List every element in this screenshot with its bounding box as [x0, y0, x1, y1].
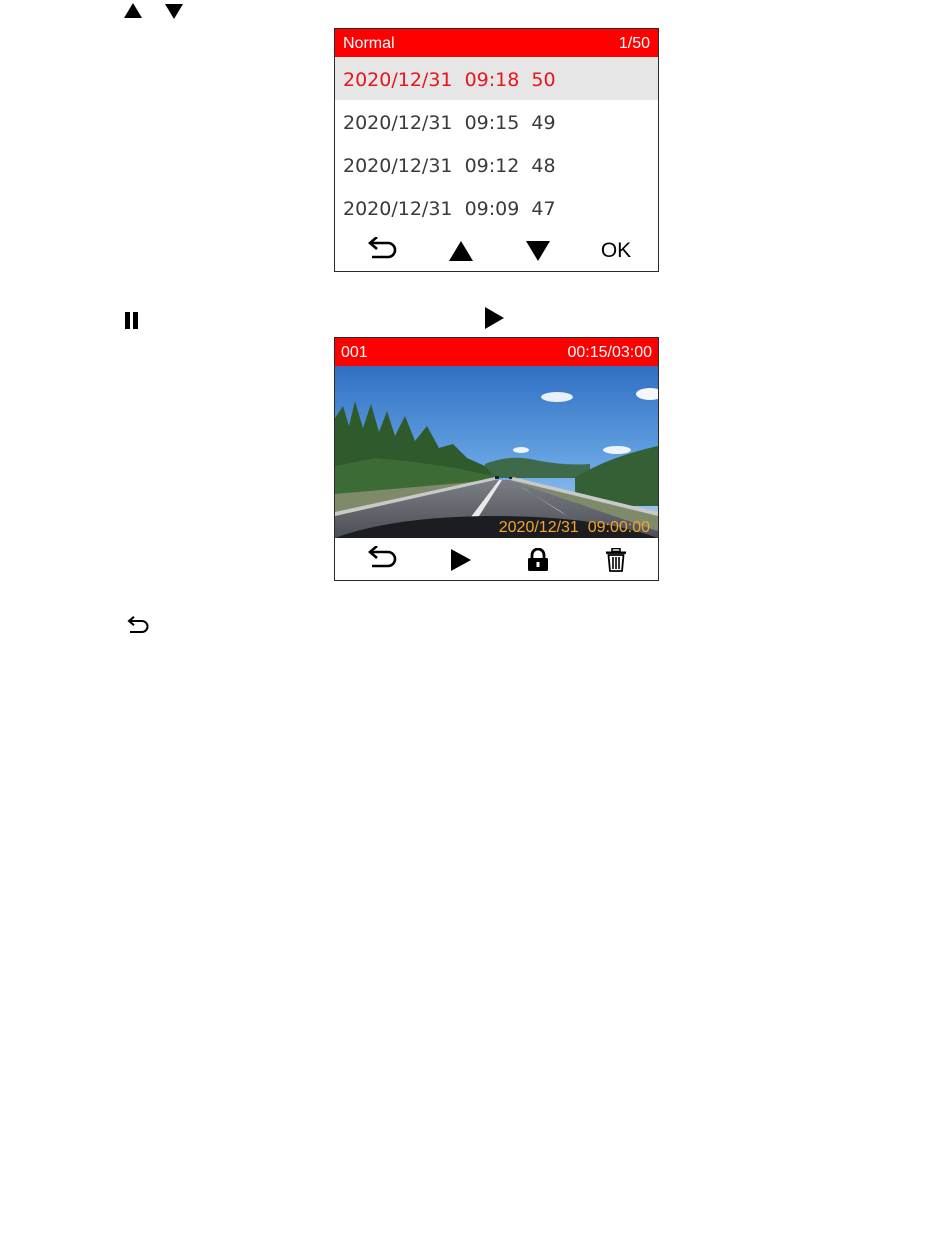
play-icon: [450, 548, 472, 572]
back-arrow-icon: [123, 616, 151, 643]
back-arrow-icon: [362, 546, 400, 574]
pause-icon: [125, 312, 139, 335]
play-button[interactable]: [439, 540, 483, 580]
file-number: 001: [341, 344, 368, 361]
video-timestamp: 2020/12/31 09:00:00: [498, 519, 650, 536]
playback-header: [335, 338, 658, 366]
delete-button[interactable]: [593, 540, 639, 580]
list-item-label: 2020/12/31 09:12 48: [343, 155, 556, 177]
list-item-label: 2020/12/31 09:09 47: [343, 198, 556, 220]
list-item[interactable]: [335, 100, 658, 143]
list-item[interactable]: [335, 143, 658, 186]
folder-title: Normal: [343, 35, 395, 52]
ok-label: OK: [600, 239, 632, 262]
back-button[interactable]: [357, 232, 405, 270]
padlock-icon: [526, 548, 550, 572]
list-item-label: 2020/12/31 09:15 49: [343, 112, 556, 134]
play-icon: [485, 307, 505, 334]
up-button[interactable]: [439, 232, 483, 270]
down-triangle-icon: [165, 3, 183, 24]
back-arrow-icon: [362, 237, 400, 265]
list-item-label: 2020/12/31 09:18 50: [343, 69, 556, 91]
trash-can-icon: [605, 548, 627, 572]
list-header: [335, 29, 658, 57]
file-list-screen: [334, 28, 659, 272]
up-triangle-icon: [449, 241, 473, 261]
road-scene-image: [335, 366, 658, 538]
down-button[interactable]: [516, 232, 560, 270]
file-counter: 1/50: [618, 35, 650, 52]
video-playback-screen: [334, 337, 659, 581]
video-frame[interactable]: [335, 366, 658, 538]
playback-time: 00:15/03:00: [567, 344, 652, 361]
back-button[interactable]: [357, 540, 405, 580]
up-triangle-icon: [124, 3, 142, 24]
ok-button[interactable]: [593, 232, 639, 270]
list-item[interactable]: [335, 186, 658, 229]
down-triangle-icon: [526, 241, 550, 261]
list-item[interactable]: [335, 57, 658, 100]
lock-button[interactable]: [516, 540, 560, 580]
